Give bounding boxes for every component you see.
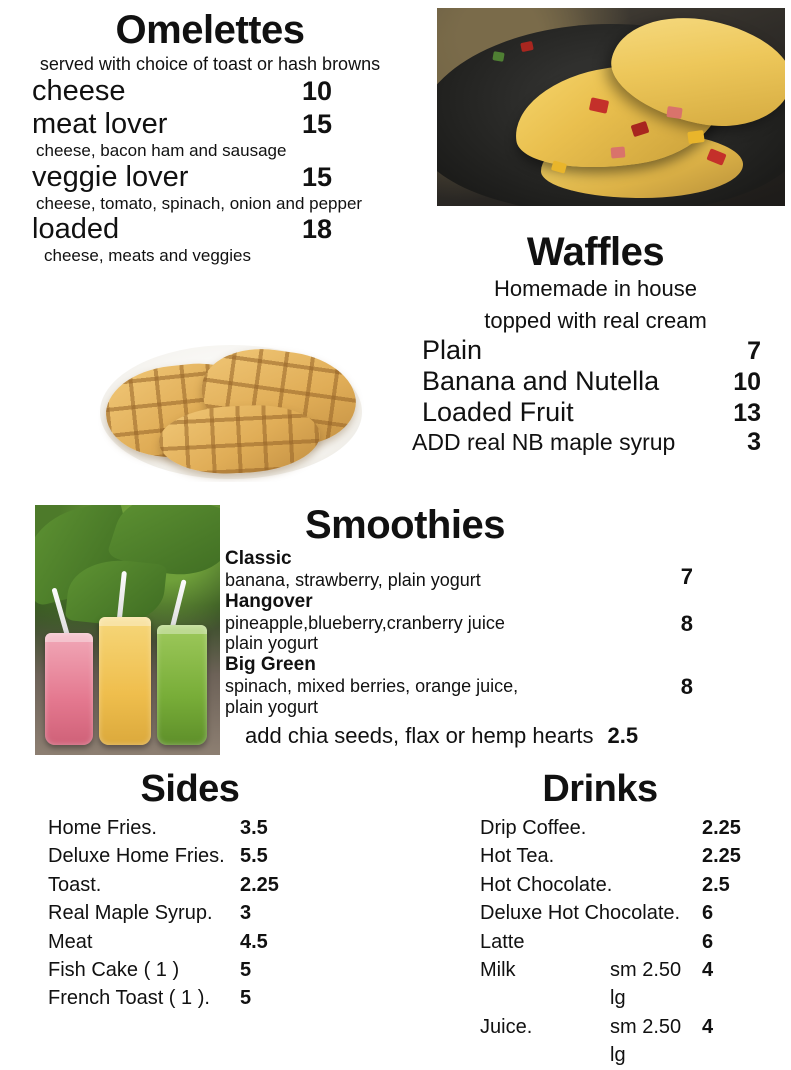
jar-lid (157, 625, 207, 634)
item-description: banana, strawberry, plain yogurt (225, 570, 481, 590)
menu-item-row (0, 161, 420, 194)
list-item (48, 956, 360, 984)
item-name: Deluxe Hot Chocolate. (480, 902, 681, 925)
item-size-pricing: sm 2.50 lg (610, 958, 682, 1010)
item-price: 7 (747, 337, 761, 366)
item-price: 2.25 (240, 873, 279, 896)
list-item (48, 814, 360, 842)
item-description: pineapple,blueberry,cranberry juice (225, 612, 505, 633)
section-smoothies (225, 548, 785, 749)
ham-dice (666, 106, 682, 119)
pepper-dice (687, 130, 705, 144)
item-price: 4.5 (240, 930, 268, 953)
item-name: Latte (480, 930, 525, 953)
waffle-photo (82, 336, 380, 482)
smoothie-jar-yellow (99, 617, 151, 745)
list-item (48, 984, 360, 1012)
item-description: cheese, tomato, spinach, onion and pepper (36, 193, 363, 213)
item-price: 10 (301, 76, 332, 106)
list-item (480, 814, 780, 842)
menu-item-row (225, 591, 785, 654)
list-item (480, 871, 780, 899)
item-name: Hot Tea. (480, 845, 555, 868)
menu-item-row (400, 335, 791, 366)
section-smoothies-header (225, 505, 585, 545)
item-name: Drip Coffee. (480, 817, 587, 839)
item-price: 6 (702, 902, 714, 925)
item-price: 2.5 (702, 873, 730, 896)
section-sides (20, 770, 360, 1013)
item-price: 6 (702, 930, 714, 953)
list-item (480, 956, 780, 1013)
item-description-line2: plain yogurt (225, 696, 319, 717)
addon-price: 3 (747, 428, 761, 457)
smoothie-jar-green (157, 625, 207, 745)
waffles-note-line2: topped with real cream (484, 307, 707, 333)
sides-list (20, 814, 360, 1013)
item-name: Classic (225, 548, 292, 569)
item-size-pricing: sm 2.50 lg (610, 1015, 682, 1067)
item-name: Banana and Nutella (422, 366, 660, 397)
section-drinks (420, 770, 780, 1070)
item-name: Big Green (225, 654, 316, 676)
item-price: 2.25 (702, 817, 741, 839)
waffle-shape (158, 402, 322, 477)
item-price: 4 (702, 958, 714, 981)
item-description: spinach, mixed berries, orange juice, (225, 676, 519, 697)
item-name: Juice. (480, 1015, 533, 1038)
item-price: 8 (680, 610, 693, 636)
item-price: 3 (240, 902, 252, 925)
waffles-title: Waffles (526, 230, 665, 274)
item-name: Plain (422, 335, 483, 366)
list-item (48, 928, 360, 956)
onion-dice (492, 51, 504, 62)
omelettes-note: served with choice of toast or hash browns (39, 54, 381, 74)
list-item (48, 871, 360, 899)
item-name: Loaded Fruit (422, 397, 574, 428)
pepper-dice (520, 41, 534, 52)
drinks-list (420, 814, 780, 1070)
list-item (480, 1013, 780, 1070)
menu-item-row (400, 397, 791, 428)
smoothies-title: Smoothies (305, 503, 505, 547)
item-name: veggie lover (32, 160, 189, 193)
smoothie-photo (35, 505, 220, 755)
addon-name: ADD real NB maple syrup (412, 429, 676, 456)
item-price: 5 (240, 987, 252, 1010)
sides-title: Sides (140, 768, 240, 810)
menu-item-row (225, 548, 785, 591)
item-price: 5 (240, 958, 252, 981)
ham-dice (611, 146, 626, 158)
item-price: 13 (733, 399, 761, 428)
item-price: 15 (301, 109, 332, 139)
item-name: Milk (480, 958, 516, 981)
item-price: 5.5 (240, 845, 268, 868)
item-name: French Toast ( 1 ). (48, 987, 210, 1010)
item-name: loaded (32, 213, 120, 246)
item-description: cheese, bacon ham and sausage (36, 141, 287, 160)
item-name: Meat (48, 930, 93, 953)
item-price: 4 (702, 1015, 714, 1038)
menu-item-row (0, 108, 420, 141)
list-item (480, 928, 780, 956)
addon-name: add chia seeds, flax or hemp hearts (245, 723, 594, 749)
list-item (48, 842, 360, 870)
item-price: 8 (680, 674, 693, 700)
item-price: 10 (733, 368, 761, 397)
item-description: cheese, meats and veggies (44, 246, 251, 266)
section-waffles (400, 232, 791, 457)
item-name: meat lover (32, 108, 168, 140)
menu-item-row (225, 654, 785, 717)
waffles-note-line1: Homemade in house (493, 276, 697, 301)
item-name: Real Maple Syrup. (48, 902, 213, 925)
addon-price: 2.5 (607, 723, 639, 749)
drinks-title: Drinks (542, 768, 658, 810)
list-item (480, 842, 780, 870)
section-omelettes (0, 10, 420, 266)
item-price: 18 (301, 214, 332, 245)
item-name: cheese (32, 75, 126, 107)
menu-item-row (0, 75, 420, 108)
smoothie-jar-pink (45, 633, 93, 745)
item-price: 15 (301, 161, 332, 192)
list-item (48, 899, 360, 927)
item-name: Home Fries. (48, 817, 157, 839)
item-name: Hangover (225, 590, 313, 612)
item-name: Fish Cake ( 1 ) (48, 958, 180, 981)
item-name: Hot Chocolate. (480, 873, 613, 896)
item-name: Toast. (48, 873, 102, 896)
menu-item-row (0, 213, 420, 246)
menu-item-row (400, 366, 791, 397)
item-price: 3.5 (240, 817, 268, 839)
item-price: 2.25 (702, 845, 741, 868)
item-description-line2: plain yogurt (225, 633, 319, 654)
menu-addon-row (400, 428, 791, 457)
menu-addon-row (225, 723, 785, 749)
list-item (480, 899, 780, 927)
omelettes-title: Omelettes (115, 8, 305, 52)
jar-lid (99, 617, 151, 626)
jar-lid (45, 633, 93, 642)
item-price: 7 (680, 564, 693, 589)
omelette-photo (437, 8, 785, 206)
item-name: Deluxe Home Fries. (48, 845, 225, 868)
